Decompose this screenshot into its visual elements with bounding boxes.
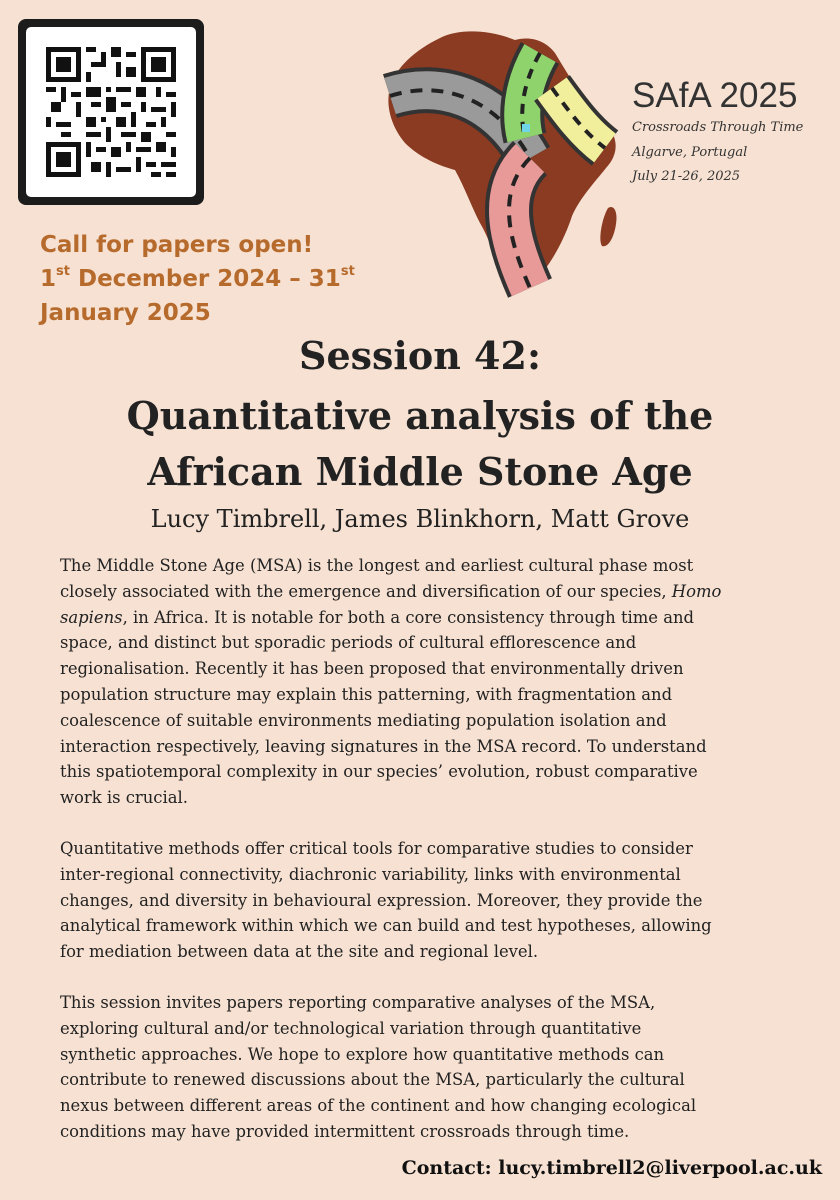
qr-code-icon (46, 47, 176, 177)
abstract-paragraph-3: This session invites papers reporting comparative analyses of the MSA, exploring cultural and/or technological variation through quantitative synthetic approaches. We hope to explore how quantitative methods can contribute to renewed discussions about the MSA, particularly the cultural nexus between different areas of the continent and how changing ecological conditions may have provided intermittent crossroads through time. (60, 993, 697, 1141)
call-heading: Call for papers open! (40, 232, 314, 258)
conference-dates: July 21-26, 2025 (632, 169, 741, 184)
abstract-paragraph-2: Quantitative methods offer critical tools for comparative studies to consider inter-regional connectivity, diachronic variability, links with environmental changes, and diversity in behavioural expression. Moreover, they provide the analytical framework within which we can build and test hypotheses, allowing for mediation between data at the site and regional level. (60, 839, 712, 962)
abstract-paragraph-1: The Middle Stone Age (MSA) is the longest and earliest cultural phase most closely associated with the emergence and diversification of our species, Homo sapiens, in Africa. It is notable for both a core consistency through time and space, and distinct but sporadic periods of cultural efflorescence and regionalisation. Recently it has been proposed that environmentally driven population structure may explain this patterning, with fragmentation and coalescence of suitable environments mediating population isolation and interaction respectively, leaving signatures in the MSA record. To understand this spatiotemporal complexity in our species’ evolution, robust comparative work is crucial. (60, 556, 722, 808)
madagascar-shape (600, 207, 616, 246)
session-title-line2: African Middle Stone Age (147, 449, 693, 494)
africa-roads-logo (380, 18, 630, 298)
session-title-line1: Quantitative analysis of the (126, 393, 714, 438)
conference-title: SAfA 2025 (632, 76, 798, 115)
call-for-papers (40, 228, 355, 330)
qr-code[interactable] (18, 19, 204, 205)
session-number: Session 42: (299, 333, 541, 378)
call-date-range: 1st December 2024 – 31st (40, 264, 355, 292)
conference-location: Algarve, Portugal (632, 145, 748, 160)
qr-code-panel (26, 27, 196, 197)
conference-subtitle: Crossroads Through Time (632, 120, 804, 135)
call-date-end: January 2025 (40, 300, 211, 326)
session-authors: Lucy Timbrell, James Blinkhorn, Matt Grove (150, 505, 690, 533)
contact-email[interactable]: Contact: lucy.timbrell2@liverpool.ac.uk (401, 1157, 822, 1179)
